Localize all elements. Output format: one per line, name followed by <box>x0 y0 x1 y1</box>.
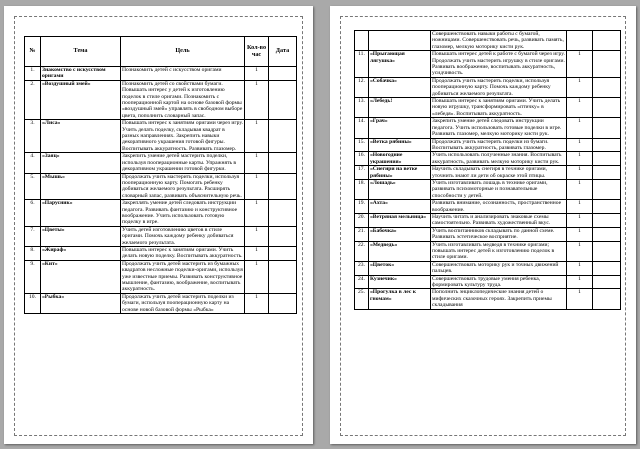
table-row <box>25 173 297 200</box>
lesson-plan-table-continued <box>354 30 621 310</box>
row-topic: «Цветы» <box>41 226 121 246</box>
row-goal: Продолжать учить мастерить поделки из бумаги. Воспитывать аккуратность, развивать глазомер. <box>431 138 567 152</box>
row-topic: «Прыгающая лягушка» <box>369 51 431 78</box>
row-hours: 1 <box>567 77 593 97</box>
header-goal: Цель <box>121 37 245 67</box>
row-hours <box>567 31 593 51</box>
row-num: 20. <box>355 213 369 227</box>
row-hours: 1 <box>245 226 269 246</box>
row-date <box>269 200 297 227</box>
document-page-2 <box>330 6 636 444</box>
row-hours: 1 <box>567 166 593 180</box>
row-goal: Научить читать и анализировать знаковые схемы самостоятельно. Развивать художественный вкус. <box>431 213 567 227</box>
table-row <box>25 153 297 173</box>
row-hours: 1 <box>567 241 593 261</box>
row-hours: 1 <box>245 246 269 260</box>
table-row <box>25 80 297 119</box>
row-hours: 1 <box>567 138 593 152</box>
row-date <box>593 179 621 199</box>
row-num: 5. <box>25 173 41 200</box>
row-hours: 1 <box>567 118 593 138</box>
row-hours: 1 <box>567 213 593 227</box>
row-date <box>269 120 297 153</box>
row-num: 12. <box>355 77 369 97</box>
row-goal: Развивать внимание, осознанность, пространственное воображение. <box>431 200 567 214</box>
row-date <box>593 261 621 275</box>
row-date <box>593 227 621 241</box>
row-goal: Учить воспитанников складывать по данной схеме. Развивать эстетическое восприятие. <box>431 227 567 241</box>
row-num: 2. <box>25 80 41 119</box>
row-topic: «Мышь» <box>41 173 121 200</box>
table-row <box>25 293 297 313</box>
header-date: Дата <box>269 37 297 67</box>
table-row <box>355 51 621 78</box>
row-hours: 1 <box>245 153 269 173</box>
row-goal: Продолжать учить детей мастерить поделки из бумаги, используя пооперационную карту на основе новой базовой формы «Рыбка» <box>121 293 245 313</box>
row-hours: 1 <box>567 289 593 309</box>
row-goal: Совершенствовать трудовые умения ребенка, формировать культуру труда. <box>431 275 567 289</box>
header-num: № <box>25 37 41 67</box>
row-goal: Познакомить детей со свойствами бумаги. Повышать интерес у детей к изготовлению поделок в стиле оригами. Познакомить с пооперационной картой на основе базовой формы «воздушный змей» управлять в свободном выборе цвета, пополнить словарный запас. <box>121 80 245 119</box>
row-num: 4. <box>25 153 41 173</box>
row-date <box>593 138 621 152</box>
table-row <box>25 200 297 227</box>
row-num: 7. <box>25 226 41 246</box>
row-num: 25. <box>355 289 369 309</box>
row-date <box>593 213 621 227</box>
row-num: 17. <box>355 166 369 180</box>
row-num: 16. <box>355 152 369 166</box>
row-hours: 1 <box>245 173 269 200</box>
row-goal: Продолжать учить мастерить поделки, используя пооперационную карту. Помогать ребенку добиваться желаемого результата. Расширять словарный запас, развивать объяснительную речь. <box>121 173 245 200</box>
row-topic: «Заяц» <box>41 153 121 173</box>
row-topic: «Лошадь» <box>369 179 431 199</box>
row-topic: «Парусник» <box>41 200 121 227</box>
row-num: 6. <box>25 200 41 227</box>
row-goal: Научить складывать снегиря в технике оригами, уточнить знают ли дети об окраске этой птицы. <box>431 166 567 180</box>
row-goal: Учить изготавливать медведя в технике оригами; повышать интерес детей к изготовлению поделок в стиле оригами. <box>431 241 567 261</box>
row-num: 11. <box>355 51 369 78</box>
row-goal: Учить изготавливать лошадь в технике оригами, развивать психомоторные и познавательные способности у детей. <box>431 179 567 199</box>
row-goal: Повышать интерес детей к работе с бумагой через игру. Продолжать учить мастерить игрушку в стиле оригами. Развивать воображение, воспитывать аккуратность, усидчивость. <box>432 51 565 77</box>
table-row <box>355 275 621 289</box>
row-goal: Закрепить умение детей мастерить поделки, используя пооперационные карты. Упражнять в декоративном украшении готовой фигурки. <box>121 153 245 173</box>
row-hours: 1 <box>567 200 593 214</box>
row-num: 9. <box>25 260 41 293</box>
row-topic: «Рыбка» <box>41 293 121 313</box>
table-row <box>25 260 297 293</box>
row-date <box>269 246 297 260</box>
row-topic: «Цветок» <box>369 261 431 275</box>
row-topic: Кузнечик» <box>369 275 431 289</box>
row-topic: «Лиса» <box>41 120 121 153</box>
row-date <box>593 118 621 138</box>
row-goal: Повышать интерес к занятиям оригами через игру. Учить делать поделку, складывая квадрат в разных направлениях. Закрепить навыки декоративного украшения готовой фигуры. Воспитывать аккуратность. Развивать глазомер. <box>122 120 244 152</box>
row-date <box>269 173 297 200</box>
row-num: 3. <box>25 120 41 153</box>
row-date <box>269 226 297 246</box>
row-hours: 1 <box>567 152 593 166</box>
row-goal: Закреплять умение детей следовать инструкции педагога. Развивать фантазию и конструктивное воображение. Учить использовать готовую поделку в игре. <box>121 200 245 227</box>
table-row <box>355 98 621 118</box>
row-goal: Закрепить умение детей следовать инструкции педагога. Учить использовать готовые поделки в игре. Развивать глазомер, мелкую моторику кисти рук. <box>431 118 567 138</box>
row-hours: 1 <box>567 179 593 199</box>
row-goal: Пополнить энциклопедические знания детей о мифических сказочных героях. Закрепить приемы складывания <box>431 289 567 309</box>
row-goal: Продолжать учить детей мастерить из бумажных квадратов несложные поделки-оригами, используя уже известные приемы. Развивать конструктивное мышление, фантазию, воображение, воспитывать аккуратность. <box>122 260 243 293</box>
row-date <box>593 166 621 180</box>
row-date <box>593 51 621 78</box>
table-row <box>355 77 621 97</box>
header-hours: Кол-во час <box>245 37 269 67</box>
row-hours: 1 <box>567 51 593 78</box>
row-hours: 1 <box>245 293 269 313</box>
row-topic: «Снегири на ветке рябины» <box>369 166 431 180</box>
table-row <box>355 227 621 241</box>
row-num: 19. <box>355 200 369 214</box>
row-goal: Продолжать учить мастерить поделки, используя пооперационную карту. Помочь каждому ребенку добиваться желаемого результата. <box>431 77 567 97</box>
table-row <box>25 67 297 81</box>
row-num: 1. <box>25 67 41 81</box>
document-page-1 <box>4 6 313 444</box>
row-topic: «Прогулка в лес к гномам» <box>369 289 431 309</box>
table-row <box>355 118 621 138</box>
table-row <box>355 200 621 214</box>
table-header-row <box>25 37 297 67</box>
table-row <box>25 246 297 260</box>
row-hours: 1 <box>245 200 269 227</box>
row-date <box>269 153 297 173</box>
row-topic: «Грач» <box>369 118 431 138</box>
row-goal: Учить детей изготовлению цветов в стиле оригами. Помочь каждому ребенку добиваться желаемого результата. <box>121 226 245 246</box>
row-date <box>593 289 621 309</box>
table-row <box>355 261 621 275</box>
row-num: 21. <box>355 227 369 241</box>
row-num: 8. <box>25 246 41 260</box>
row-num: 13. <box>355 98 369 118</box>
row-num: 24. <box>355 275 369 289</box>
row-hours: 1 <box>245 120 269 153</box>
row-date <box>593 31 621 51</box>
table-row <box>355 289 621 309</box>
table-row <box>25 120 297 153</box>
row-topic: «Ахта» <box>369 200 431 214</box>
row-date <box>593 275 621 289</box>
row-hours: 1 <box>567 261 593 275</box>
row-hours: 1 <box>567 275 593 289</box>
row-num: 10. <box>25 293 41 313</box>
row-date <box>593 152 621 166</box>
row-date <box>269 67 297 81</box>
row-topic: «Жираф» <box>41 246 121 260</box>
row-num: 15. <box>355 138 369 152</box>
row-goal: Повышать интерес к занятиям оригами. Учить делать новую поделку. Воспитывать аккуратность. <box>122 246 243 260</box>
row-date <box>593 200 621 214</box>
row-topic: «Собачка» <box>369 77 431 97</box>
row-hours: 1 <box>245 80 269 119</box>
row-topic: «Лебедь! <box>369 98 431 118</box>
lesson-plan-table <box>24 36 297 314</box>
row-hours: 1 <box>567 227 593 241</box>
row-topic: «Новогодние украшения» <box>369 152 431 166</box>
table-row <box>355 152 621 166</box>
row-date <box>593 77 621 97</box>
row-goal: Учить использовать полученные знания. Воспитывать аккуратность, развивать мелкую моторику кисти рук. <box>431 152 567 166</box>
row-date <box>269 260 297 293</box>
row-date <box>269 80 297 119</box>
row-num: 23. <box>355 261 369 275</box>
table-row <box>355 138 621 152</box>
row-num: 22. <box>355 241 369 261</box>
row-topic: «Бабочка» <box>369 227 431 241</box>
row-hours: 1 <box>245 67 269 81</box>
table-row <box>355 213 621 227</box>
header-topic: Тема <box>41 37 121 67</box>
row-topic <box>369 31 431 51</box>
table-row <box>355 241 621 261</box>
row-topic: Знакомство с искусством оригами <box>41 67 121 81</box>
row-date <box>593 98 621 118</box>
row-date <box>593 241 621 261</box>
row-goal: Повышать интерес к занятиям оригами. Учить делать новую игрушку, трансформировать «птичку» в «лебедя». Воспитывать аккуратность. <box>431 98 567 118</box>
table-row <box>355 166 621 180</box>
row-num: 14. <box>355 118 369 138</box>
row-topic: «Ветряная мельница» <box>369 213 431 227</box>
row-num <box>355 31 369 51</box>
row-topic: «Кит» <box>41 260 121 293</box>
table-row <box>355 31 621 51</box>
row-topic: «Воздушный змей» <box>41 80 121 119</box>
row-topic: «Медведь» <box>369 241 431 261</box>
row-hours: 1 <box>567 98 593 118</box>
row-date <box>269 293 297 313</box>
row-goal: Совершенствовать моторику рук и точных движений пальцев. <box>431 261 567 275</box>
table-row <box>355 179 621 199</box>
table-row <box>25 226 297 246</box>
row-topic: «Ветка рябины» <box>369 138 431 152</box>
row-goal: Познакомить детей с искусством оригами <box>121 67 245 81</box>
row-goal: Совершенствовать навыки работы с бумагой, ножницами. Совершенствовать речь, развивать память, глазомер, мелкую моторику кисти рук. <box>431 31 567 51</box>
row-num: 18. <box>355 179 369 199</box>
row-hours: 1 <box>245 260 269 293</box>
